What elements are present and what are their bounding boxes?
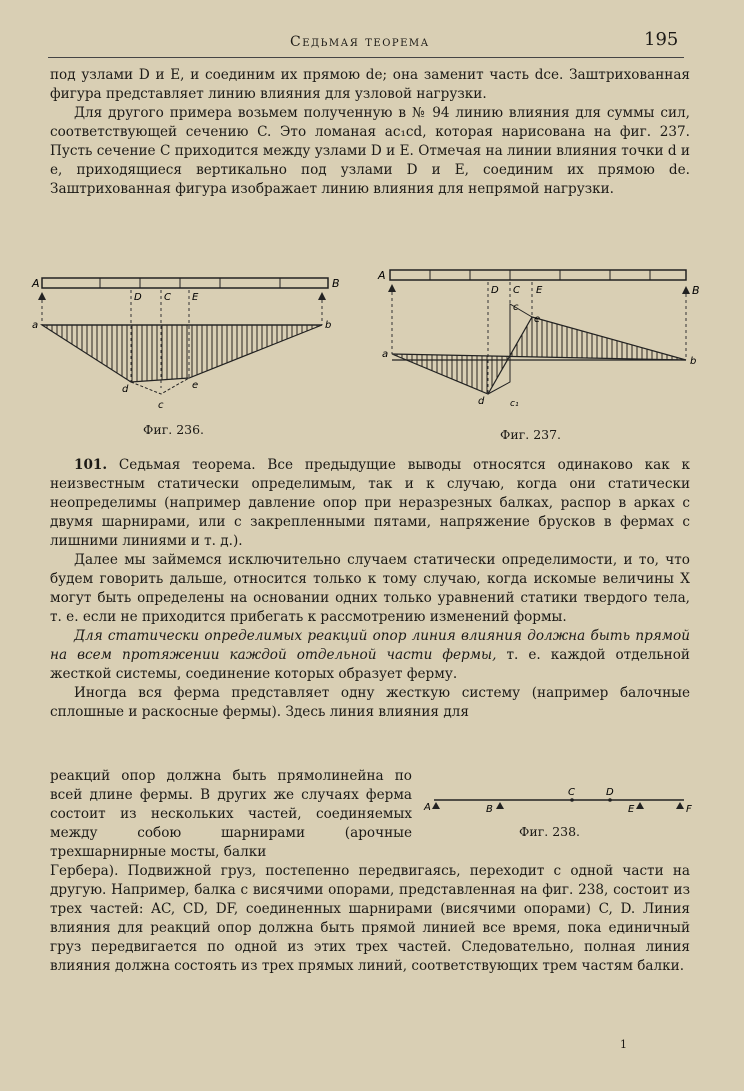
section-theorem-paragraph [50,627,690,684]
fig236-label-a: a [32,320,39,331]
fig237-support-b-icon [682,286,690,294]
paragraph-continuation: под узлами D и E, и соединим их прямою de; она заменит часть dce. Заштрихованная фигура представляет линию влияния для узловой нагрузки. [50,67,690,102]
fig236-label-D: D [134,292,142,303]
support-b-icon [318,292,326,300]
fig236-label-b: b [325,320,332,331]
figure-237 [370,262,710,412]
fig237-support-a-icon [388,284,396,292]
section-number: 101. [74,457,108,473]
fig237-label-A: A [378,269,386,282]
fig237-label-c: c [513,302,519,313]
fig236-label-C: C [164,292,171,303]
section-title: Седьмая теорема. [118,457,256,473]
section-101-first-paragraph [50,456,690,551]
paragraph-second-example: Для другого примера возьмем полученную в № 94 линию влияния для суммы сил, соответствующей сечению C. Это ломаная ac₁cd, которая нарисована на фиг. 237. Пусть сечение C приходится между узлами D и E. Отмечая на линии влияния точки d и e, приходящиеся вертикально под узлами D и E, соединим их прямою de. Заштрихованная фигура изображает линию влияния для непрямой нагрузки. [50,105,690,197]
page-number: 195 [644,29,679,50]
fig238-support-e-icon [636,802,644,809]
fig237-label-e: e [534,314,541,325]
figure-238-caption: Фиг. 238. [519,824,581,839]
top-text-block [50,66,690,199]
fig236-label-A: A [32,277,40,290]
section-101-block [50,456,690,722]
narrow-text-block [50,767,412,862]
fig237-label-D: D [491,285,499,296]
fig238-label-F: F [686,804,692,815]
support-a-icon [38,292,46,300]
theorem-statement: Для статически определимых реакций опор линия влияния должна быть прямой на всем протяжении каждой отдельной части фермы, [50,628,690,663]
fig238-label-C: C [568,787,575,798]
fig237-label-a: a [382,349,389,360]
section-paragraph-gerber: Гербера). Подвижной груз, постепенно передвигаясь, переходит с одной части на другую. Например, балка с висячими опорами, представленная на фиг. 238, состоит из трех частей: AC, CD, DF, соединенных шарнирами (висячими опорами) C, D. Линия влияния для реакций опор должна быть прямой линией все время, пока единичный груз передвигается по одной из этих трех частей. Следовательно, полная линия влияния должна состоять из трех прямых линий, соответствующих трем частям балки. [50,863,690,974]
fig236-label-e: e [192,380,199,391]
section-first-paragraph-text: Все предыдущие выводы относятся одинаково как к неизвестным статически определимым, так и к случаю, когда они статически неопределимы (например давление опор при неразрезных балках, распор в арках с двумя шарнирами, или с закрепленными пятами, напряжение брусков в фермах с лишними линиями и т. д.). [50,457,691,549]
fig238-support-a-icon [432,802,440,809]
figure-236 [30,270,360,420]
running-header-title: Седьмая теорема [290,34,430,50]
fig236-label-d: d [122,384,129,395]
section-paragraph-full-width: Иногда вся ферма представляет одну жесткую систему (например балочные сплошные и раскосные фермы). Здесь линия влияния для [50,685,690,720]
fig237-label-b: b [690,356,697,367]
bottom-text-block [50,862,690,976]
fig237-label-c1: c₁ [510,399,519,409]
section-paragraph-narrow: реакций опор должна быть прямолинейна по всей длине фермы. В других же случаях ферма состоит из нескольких частей, соединяемых между собою шарнирами (арочные трехшарнирные мосты, балки [50,768,412,860]
fig236-label-B: B [332,277,340,290]
figure-236-caption: Фиг. 236. [143,422,205,437]
header-rule [48,57,684,58]
fig238-label-B: B [486,804,493,815]
fig237-label-C: C [513,285,520,296]
fig237-label-B: B [692,284,700,297]
fig236-label-c: c [158,400,164,411]
fig238-label-A: A [424,802,431,813]
fig237-label-E: E [536,285,543,296]
signature-mark: 1 [620,1038,627,1051]
figure-238 [422,780,694,820]
fig238-label-E: E [628,804,635,815]
fig238-support-b-icon [496,802,504,809]
section-paragraph-static-determinacy: Далее мы займемся исключительно случаем статически определимости, и то, что будем говорить дальше, относится только к тому случаю, когда искомые величины X могут быть определены на основании одних только уравнений статики твердого тела, т. е. если не приходится прибегать к рассмотрению изменений формы. [50,552,690,625]
fig238-support-f-icon [676,802,684,809]
fig237-label-d: d [478,396,485,407]
figure-237-caption: Фиг. 237. [500,427,562,442]
theorem-explanation: т. е. каждой отдельной жесткой системы, соединение которых образует ферму. [50,647,690,682]
fig236-label-E: E [192,292,199,303]
fig238-label-D: D [606,787,614,798]
